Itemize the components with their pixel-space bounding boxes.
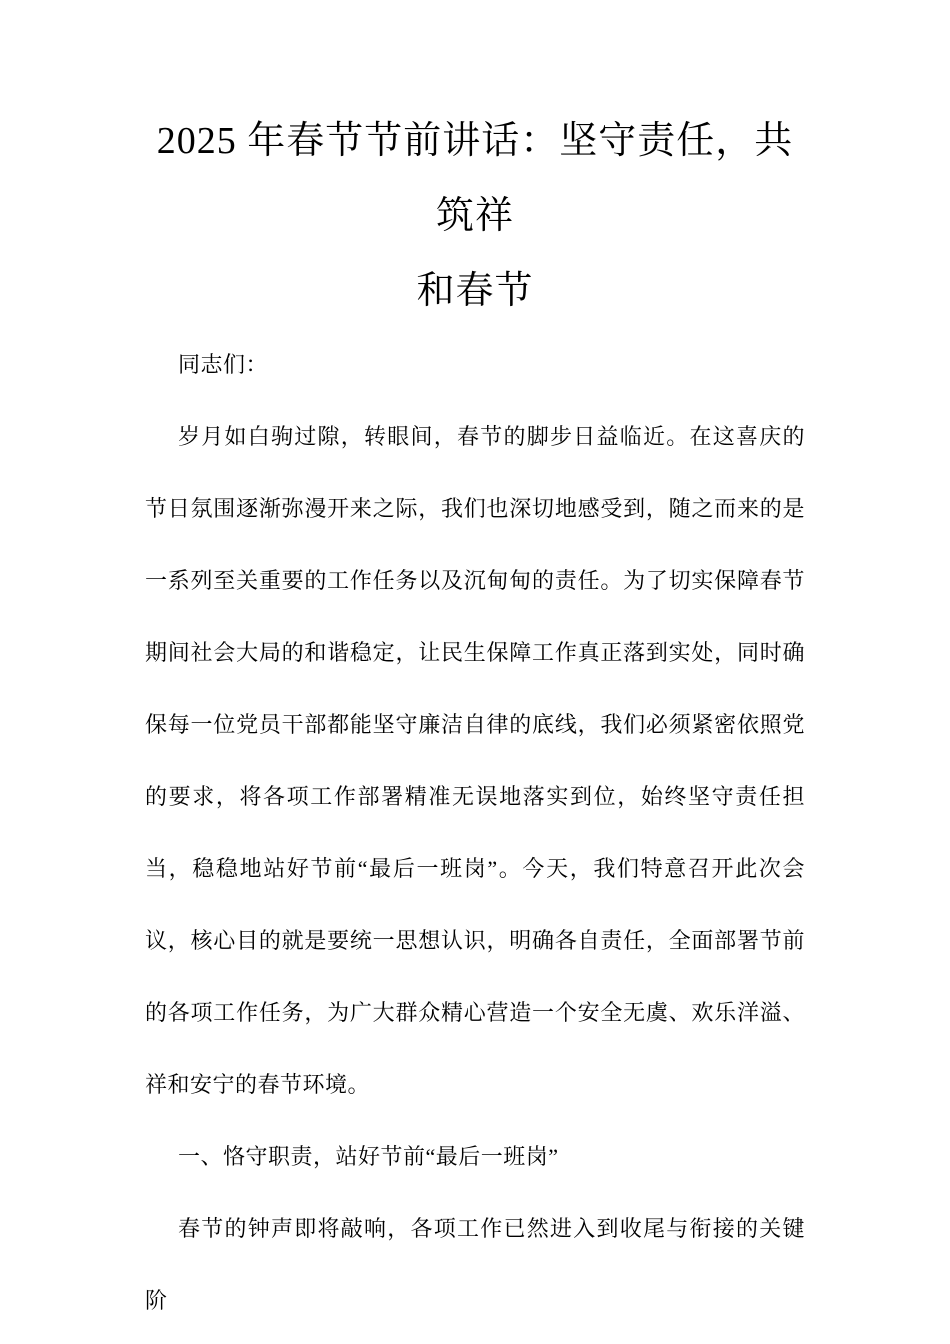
salutation: 同志们： [178,352,269,377]
document-title-line-2: 和春节 [416,270,534,312]
section-1-paragraph: 春节的钟声即将敲响，各项工作已然进入到收尾与衔接的关键阶 [145,1216,805,1313]
intro-paragraph: 岁月如白驹过隙，转眼间，春节的脚步日益临近。在这喜庆的节日氛围逐渐弥漫开来之际，我们也深切地感受到，随之而来的是一系列至关重要的工作任务以及沉甸甸的责任。为了切实保障春节期间社会大局的和谐稳定，让民生保障工作真正落到实处，同时确保每一位党员干部都能坚守廉洁自律的底线，我们必须紧密依照党的要求，将各项工作部署精准无误地落实到位，始终坚守责任担当，稳稳地站好节前“最后一班岗”。今天，我们特意召开此次会议，核心目的就是要统一思想认识，明确各自责任，全面部署节前的各项工作任务，为广大群众精心营造一个安全无虞、欢乐洋溢、祥和安宁的春节环境。 [145,424,805,1097]
section-heading-1: 一、恪守职责，站好节前“最后一班岗” [178,1144,559,1169]
document-body [145,329,805,1337]
document-title [145,104,805,329]
document-title-line-1: 2025 年春节节前讲话：坚守责任，共筑祥 [156,120,794,237]
